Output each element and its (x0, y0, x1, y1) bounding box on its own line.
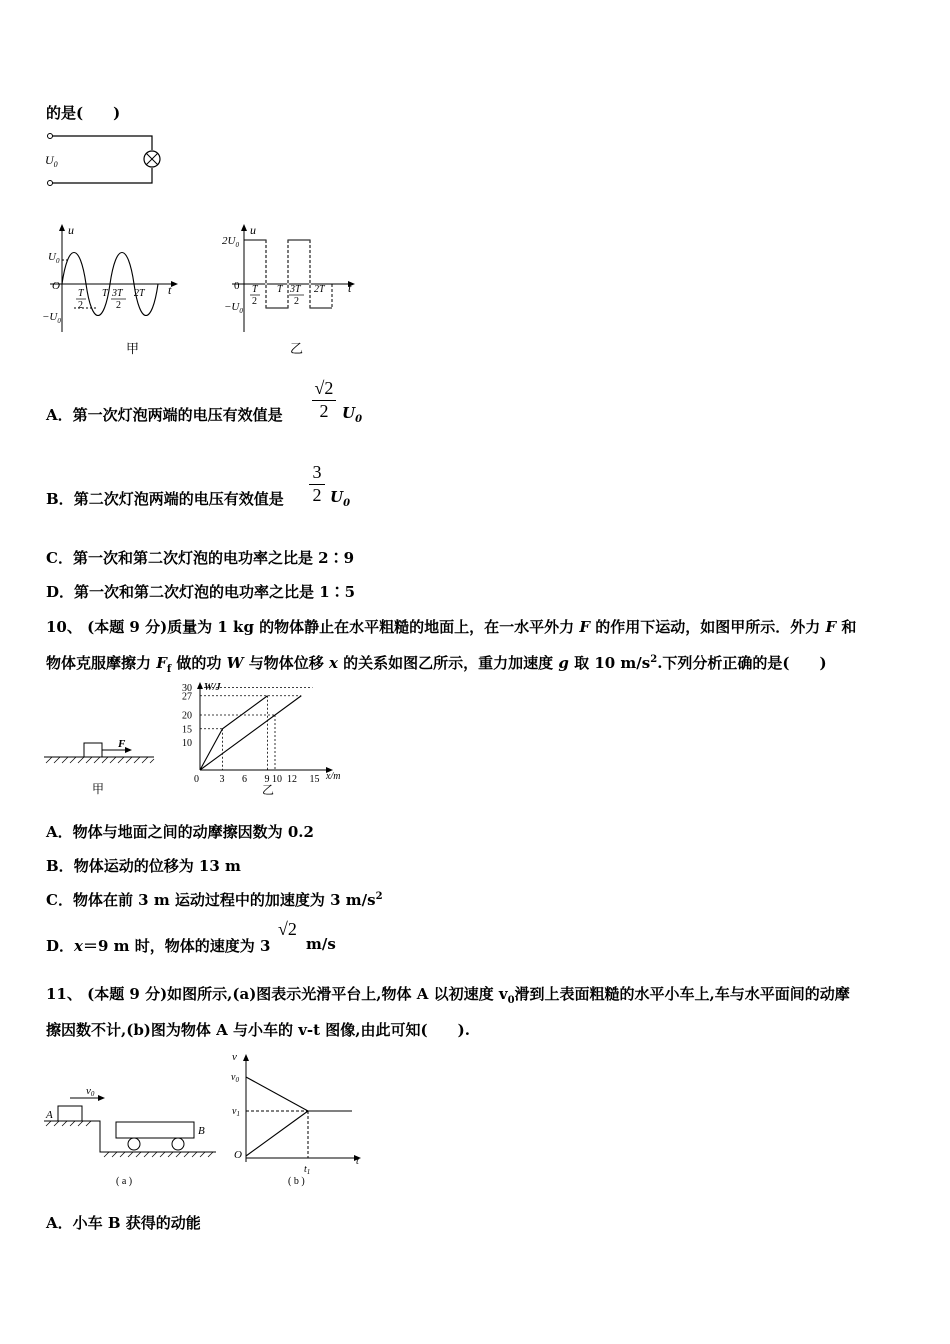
svg-text:U0 (45, 153, 58, 169)
q10-stem-line2: 物体克服摩擦力 $F_f$ 做的功 W 与物体位移 x 的关系如图乙所示，重力加速度 g 取 10 $m/s^2$.下列分析正确的是( ) (46, 654, 827, 675)
series-line-1 (200, 696, 268, 770)
block (84, 743, 102, 757)
svg-text:3T: 3T (290, 284, 301, 295)
x-tick-label: 10 (272, 774, 282, 785)
q10-figure-jia (44, 735, 159, 797)
y-tick-label: 30 (182, 683, 192, 694)
q11-stem-line1: 11、 (本题 9 分)如图所示,(a)图表示光滑平台上,物体 A 以初速度 $v_0$滑到上表面粗糙的水平小车上,车与水平面间的动摩 (46, 985, 850, 1006)
q10-figure-yi-chart (180, 680, 355, 800)
svg-text:v0: $v_0$ (231, 1072, 239, 1084)
svg-text:A: A (46, 1109, 53, 1121)
svg-text:T: T (277, 284, 283, 295)
x-tick-label: 12 (287, 774, 297, 785)
svg-text:0: 0 (234, 280, 240, 292)
svg-text:( b ): ( b ) (288, 1176, 305, 1187)
x-tick-label: 9 (264, 774, 270, 785)
svg-text:( a ): ( a ) (116, 1176, 133, 1187)
svg-text:F: F (118, 738, 126, 750)
q9-figure-yi (222, 222, 372, 362)
svg-text:2T: 2T (314, 284, 325, 295)
cart-b (116, 1122, 194, 1138)
y-tick-label: 10 (182, 738, 192, 749)
q9-option-b-tail: $U_0$ (330, 488, 351, 509)
svg-text:2: 2 (294, 296, 299, 307)
svg-text:2T: 2T (134, 288, 145, 299)
q10-stem-line1: 10、 (本题 9 分)质量为 1 kg 的物体静止在水平粗糙的地面上，在一水平外力 F 的作用下运动，如图甲所示．外力 F 和 (46, 618, 857, 636)
svg-text:甲: 甲 (92, 782, 105, 796)
q9-circuit-figure (40, 128, 170, 200)
q9-option-c[interactable]: C．第一次和第二次灯泡的电功率之比是 2∶9 (46, 549, 355, 567)
x-tick-label: 3 (219, 774, 225, 785)
q9-option-a-fraction: $\frac{√2}{2}$ (312, 378, 336, 422)
q9-option-b-fraction: $\frac{3}{2}$ (309, 462, 325, 506)
svg-text:u: u (250, 223, 256, 237)
svg-text:T: T (252, 284, 258, 295)
svg-text:t1: $t_1$ (304, 1164, 311, 1176)
q9-stem-tail: 的是( ) (46, 104, 121, 122)
svg-text:2: 2 (252, 296, 257, 307)
q11-figure-a (40, 1080, 225, 1190)
svg-text:T: T (78, 288, 84, 299)
q10-option-d-radical: √2 (278, 919, 297, 939)
u0-label: U (45, 153, 54, 167)
q9-figure-jia (40, 222, 190, 362)
q10-option-c[interactable]: C．物体在前 3 m 运动过程中的加速度为 3 $m/s^2$ (46, 891, 383, 909)
svg-text:2U0: $2U_0$ (222, 235, 239, 249)
q9-option-a-tail: $U_0$ (342, 404, 363, 425)
y-tick-label: 27 (182, 691, 192, 703)
svg-text:−U0: $-U_0$ (42, 311, 61, 325)
svg-text:U0: $U_0$ (48, 251, 60, 265)
y-tick-label: 20 (182, 710, 192, 722)
series-line-2 (200, 696, 301, 770)
svg-text:v0: v0 (86, 1085, 95, 1098)
svg-text:−U0: $-U_0$ (224, 301, 243, 315)
chart-xlabel: x/m (326, 771, 341, 782)
jia-origin: O (52, 280, 60, 292)
jia-neg-u0: −U (42, 311, 58, 323)
svg-text:T: T (102, 288, 108, 299)
svg-text:2: 2 (116, 300, 121, 311)
q11-stem-line2: 擦因数不计,(b)图为物体 A 与小车的 v-t 图像,由此可知( ). (46, 1021, 470, 1039)
q10-option-b[interactable]: B．物体运动的位移为 13 m (46, 857, 241, 875)
q9-option-b[interactable]: B．第二次灯泡两端的电压有效值是 (46, 490, 284, 508)
svg-text:v: v (232, 1051, 237, 1063)
u0-sub: 0 (53, 160, 58, 169)
svg-text:B: B (198, 1125, 205, 1137)
x-tick-label: 15 (309, 774, 320, 785)
q11-option-a[interactable]: A．小车 B 获得的动能 (46, 1214, 201, 1232)
q11-figure-b (226, 1050, 366, 1190)
jia-caption: 甲 (126, 341, 140, 356)
svg-text:t: t (356, 1156, 359, 1167)
x-tick-label: 0 (194, 774, 199, 785)
svg-text:3T: 3T (112, 288, 123, 299)
svg-text:乙: 乙 (262, 783, 275, 797)
jia-u0: U (48, 251, 56, 263)
q9-option-a[interactable]: A．第一次灯泡两端的电压有效值是 (46, 406, 283, 424)
x-tick-label: 6 (242, 774, 247, 785)
y-tick-label: 15 (182, 724, 192, 736)
jia-axis-t: t (168, 283, 172, 297)
q10-option-a[interactable]: A．物体与地面之间的动摩擦因数为 0.2 (46, 823, 314, 841)
svg-text:O: O (234, 1149, 242, 1161)
chart-ylabel: W/J (204, 682, 221, 693)
svg-text:乙: 乙 (290, 341, 304, 356)
q10-option-d[interactable]: D．x＝9 m 时，物体的速度为 3 (46, 937, 271, 955)
svg-text:2: 2 (78, 300, 83, 311)
svg-text:t: t (348, 281, 352, 295)
svg-text:v1: $v_1$ (232, 1106, 240, 1118)
block-a (58, 1106, 82, 1121)
q9-option-d[interactable]: D．第一次和第二次灯泡的电功率之比是 1∶5 (46, 583, 356, 601)
jia-axis-u: u (68, 223, 74, 237)
q10-option-d-unit: m/s (306, 935, 336, 953)
